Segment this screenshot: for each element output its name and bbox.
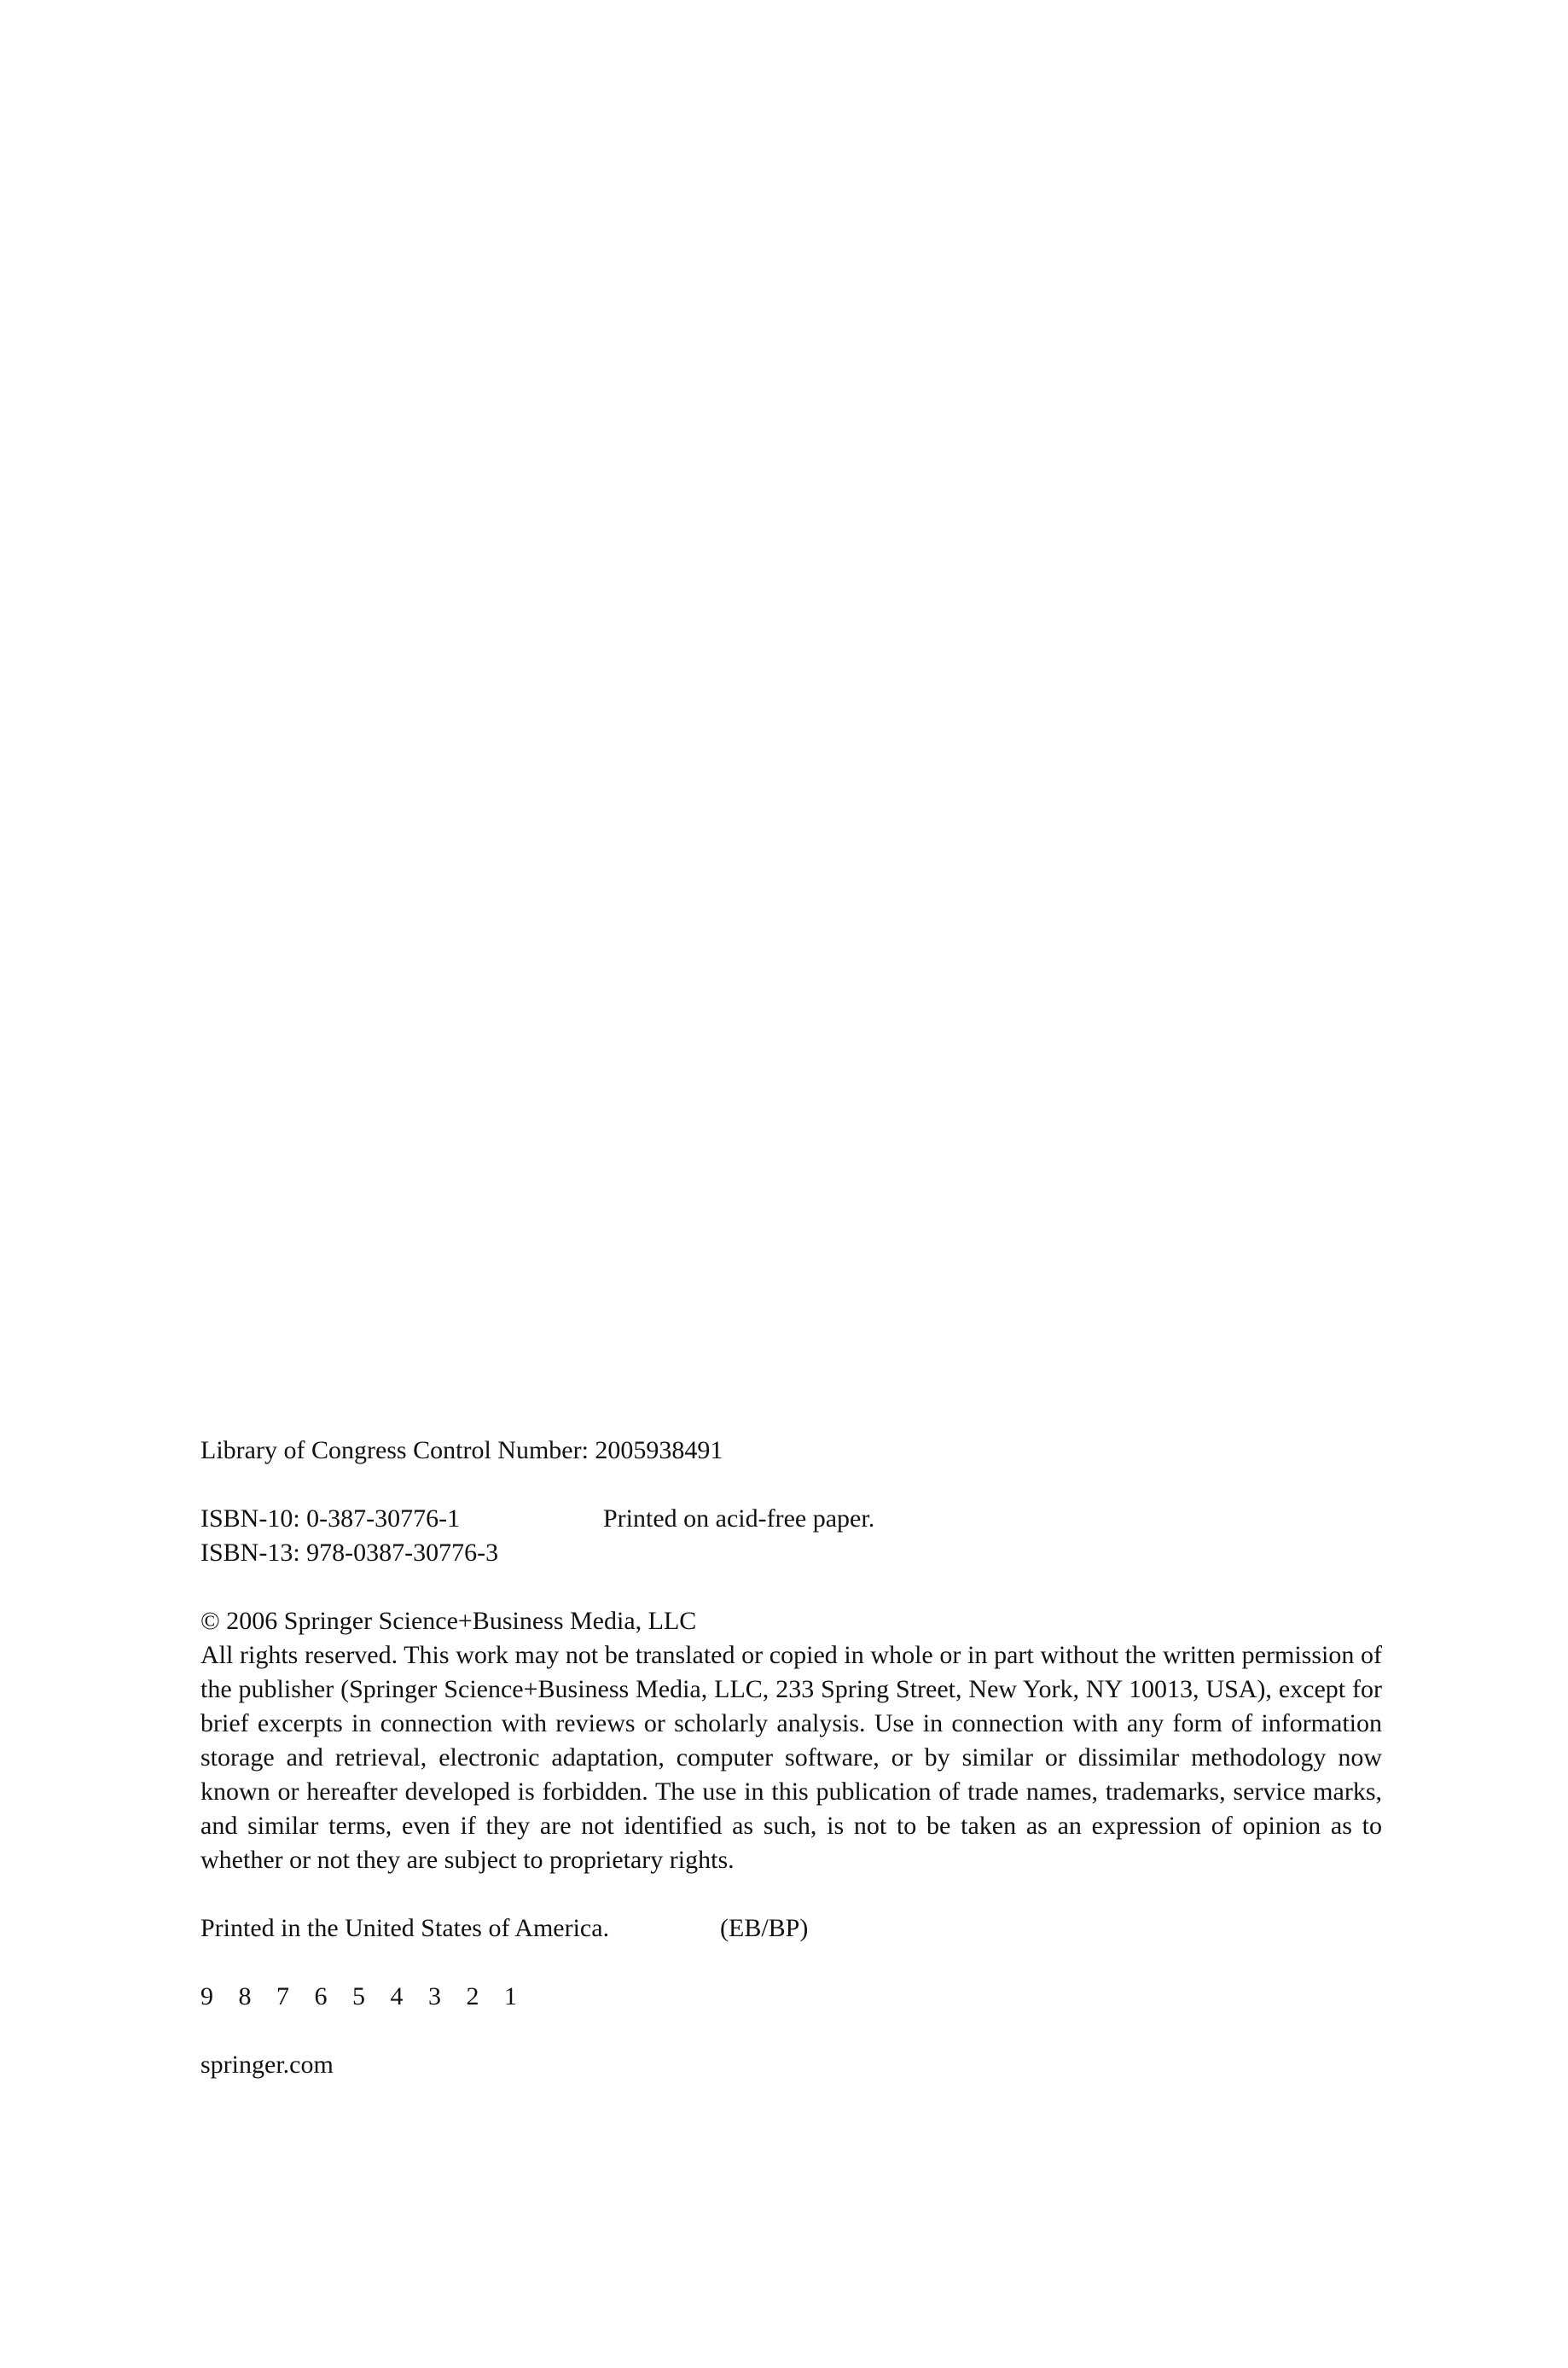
spacer	[200, 1468, 1382, 1502]
acid-free-paper-note: Printed on acid-free paper.	[603, 1504, 875, 1533]
printer-code: (EB/BP)	[720, 1914, 809, 1942]
copyright-page	[200, 1434, 1382, 2082]
copyright-notice: © 2006 Springer Science+Business Media, LLC	[200, 1607, 697, 1635]
print-run-numbers: 9 8 7 6 5 4 3 2 1	[200, 1982, 526, 2010]
isbn-10: ISBN-10: 0-387-30776-1	[200, 1504, 461, 1533]
spacer	[200, 1946, 1382, 1980]
spacer	[200, 2014, 1382, 2048]
isbn-13: ISBN-13: 978-0387-30776-3	[200, 1539, 499, 1567]
spacer	[200, 1570, 1382, 1604]
lccn-line: Library of Congress Control Number: 2005938491	[200, 1436, 723, 1464]
isbn-block	[200, 1502, 1382, 1570]
rights-statement: All rights reserved. This work may not be translated or copied in whole or in part without the written permission of the publisher (Springer Science+Business Media, LLC, 233 Spring Street, New York, NY 10013, USA), except for brief excerpts in connection with reviews or scholarly analysis. Use in connection with any form of information storage and retrieval, electronic adaptation, computer software, or by similar or dissimilar methodology now known or hereafter developed is forbidden. The use in this publication of trade names, trademarks, service marks, and similar terms, even if they are not identified as such, is not to be taken as an expression of opinion as to whether or not they are subject to proprietary rights.	[200, 1641, 1382, 1874]
printed-in-line: Printed in the United States of America.	[200, 1914, 610, 1942]
printing-info	[200, 1911, 1382, 1946]
spacer	[200, 1877, 1382, 1911]
publisher-website: springer.com	[200, 2051, 334, 2079]
